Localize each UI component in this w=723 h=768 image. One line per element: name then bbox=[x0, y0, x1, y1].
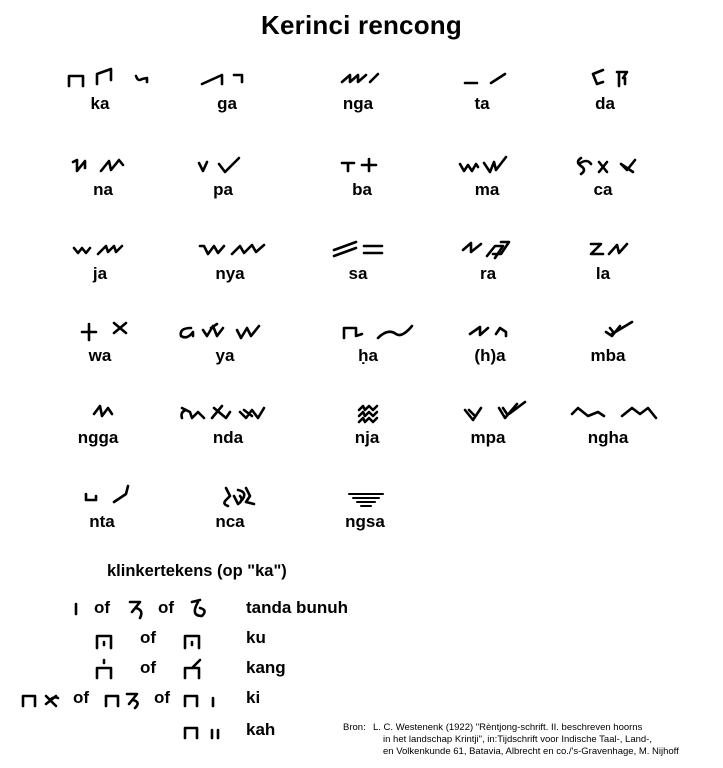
h-a-glyph-icon bbox=[430, 318, 550, 344]
syllable-label: ja bbox=[92, 264, 108, 283]
of-label: of bbox=[94, 598, 111, 617]
source-line: en Volkenkunde 61, Batavia, Albrecht en co./'s-Gravenhage, M. Nijhoff bbox=[383, 746, 679, 757]
syllable-label: ya bbox=[215, 346, 235, 365]
nja-glyph-icon bbox=[307, 400, 427, 426]
of-label: of bbox=[140, 628, 157, 647]
ngha-glyph-icon bbox=[548, 400, 668, 426]
ku-mark-icon bbox=[92, 626, 116, 652]
source-label: Bron: bbox=[343, 722, 366, 733]
vowel-name: kang bbox=[246, 658, 286, 677]
page-title: Kerinci rencong bbox=[261, 10, 462, 40]
nta-glyph-icon bbox=[42, 484, 162, 510]
syllable-label: ngga bbox=[77, 428, 119, 447]
syllable-label: sa bbox=[348, 264, 368, 283]
vowel-row-ki bbox=[0, 686, 723, 712]
syllable-label: nta bbox=[89, 512, 115, 531]
ka-glyph-icon bbox=[40, 66, 160, 92]
syllable-label: ca bbox=[593, 180, 613, 199]
vowel-row-tanda-bunuh bbox=[0, 596, 723, 622]
syllable-label: ga bbox=[217, 94, 237, 113]
wa-glyph-icon bbox=[40, 318, 160, 344]
vowel-marks-title: klinkertekens (op "ka") bbox=[107, 562, 287, 580]
ca-glyph-icon bbox=[543, 152, 663, 178]
ki-mark-icon bbox=[103, 686, 149, 712]
syllable-label: ba bbox=[352, 180, 372, 199]
na-glyph-icon bbox=[43, 152, 163, 178]
source-line: L. C. Westenenk (1922) "Rèntjong-schrift. II. beschreven hoorns bbox=[373, 722, 643, 733]
kang-mark-icon bbox=[180, 656, 206, 682]
syllable-label: la bbox=[595, 264, 611, 283]
ngga-glyph-icon bbox=[38, 400, 158, 426]
syllable-label: nda bbox=[212, 428, 244, 447]
syllable-label: mpa bbox=[470, 428, 506, 447]
vowel-name: kah bbox=[246, 720, 276, 739]
sa-glyph-icon bbox=[298, 236, 418, 262]
vowel-name: ki bbox=[246, 688, 261, 707]
vowel-row-ku bbox=[0, 626, 723, 652]
syllable-label: (h)a bbox=[474, 346, 506, 365]
vowel-name: tanda bunuh bbox=[246, 598, 348, 617]
syllable-label: ngha bbox=[587, 428, 629, 447]
kang-mark-icon bbox=[92, 656, 116, 682]
la-glyph-icon bbox=[543, 236, 663, 262]
syllable-label: nga bbox=[342, 94, 374, 113]
mpa-glyph-icon bbox=[428, 400, 548, 426]
syllable-label: nja bbox=[354, 428, 380, 447]
of-label: of bbox=[158, 598, 175, 617]
ja-glyph-icon bbox=[40, 236, 160, 262]
ta-glyph-icon bbox=[422, 66, 542, 92]
ki-mark-icon bbox=[20, 686, 66, 712]
syllable-label: ka bbox=[90, 94, 110, 113]
syllable-label: da bbox=[595, 94, 615, 113]
syllable-label: na bbox=[93, 180, 113, 199]
ya-glyph-icon bbox=[165, 318, 285, 344]
syllable-label: nya bbox=[215, 264, 245, 283]
ha-dot-glyph-icon bbox=[308, 318, 428, 344]
ma-glyph-icon bbox=[427, 152, 547, 178]
vowel-row-kang bbox=[0, 656, 723, 682]
kah-mark-icon bbox=[182, 718, 228, 744]
of-label: of bbox=[73, 688, 90, 707]
nya-glyph-icon bbox=[170, 236, 290, 262]
da-glyph-icon bbox=[545, 66, 665, 92]
source-line: in het landschap Krintji", in:Tijdschrift voor Indische Taal-, Land-, bbox=[383, 734, 652, 745]
ra-glyph-icon bbox=[428, 236, 548, 262]
nda-glyph-icon bbox=[168, 400, 288, 426]
syllable-label: ma bbox=[474, 180, 500, 199]
syllable-label: ra bbox=[479, 264, 497, 283]
syllable-label: mba bbox=[590, 346, 626, 365]
ku-mark-icon bbox=[180, 626, 204, 652]
of-label: of bbox=[154, 688, 171, 707]
syllable-label: wa bbox=[88, 346, 112, 365]
nga-glyph-icon bbox=[298, 66, 418, 92]
of-label: of bbox=[140, 658, 157, 677]
syllable-label: pa bbox=[213, 180, 233, 199]
ki-mark-icon bbox=[182, 686, 228, 712]
ga-glyph-icon bbox=[167, 66, 287, 92]
syllable-label: ḥa bbox=[358, 346, 378, 365]
syllable-label: ta bbox=[474, 94, 490, 113]
syllable-label: nca bbox=[215, 512, 245, 531]
nca-glyph-icon bbox=[170, 484, 290, 510]
mba-glyph-icon bbox=[548, 318, 668, 344]
bunuh-mark-icon bbox=[70, 596, 82, 622]
ba-glyph-icon bbox=[302, 152, 422, 178]
pa-glyph-icon bbox=[163, 152, 283, 178]
bunuh-variant-icon bbox=[122, 596, 152, 622]
bunuh-variant-icon bbox=[184, 596, 214, 622]
syllable-label: ngsa bbox=[345, 512, 385, 531]
ngsa-glyph-icon bbox=[305, 484, 425, 510]
vowel-name: ku bbox=[246, 628, 266, 647]
